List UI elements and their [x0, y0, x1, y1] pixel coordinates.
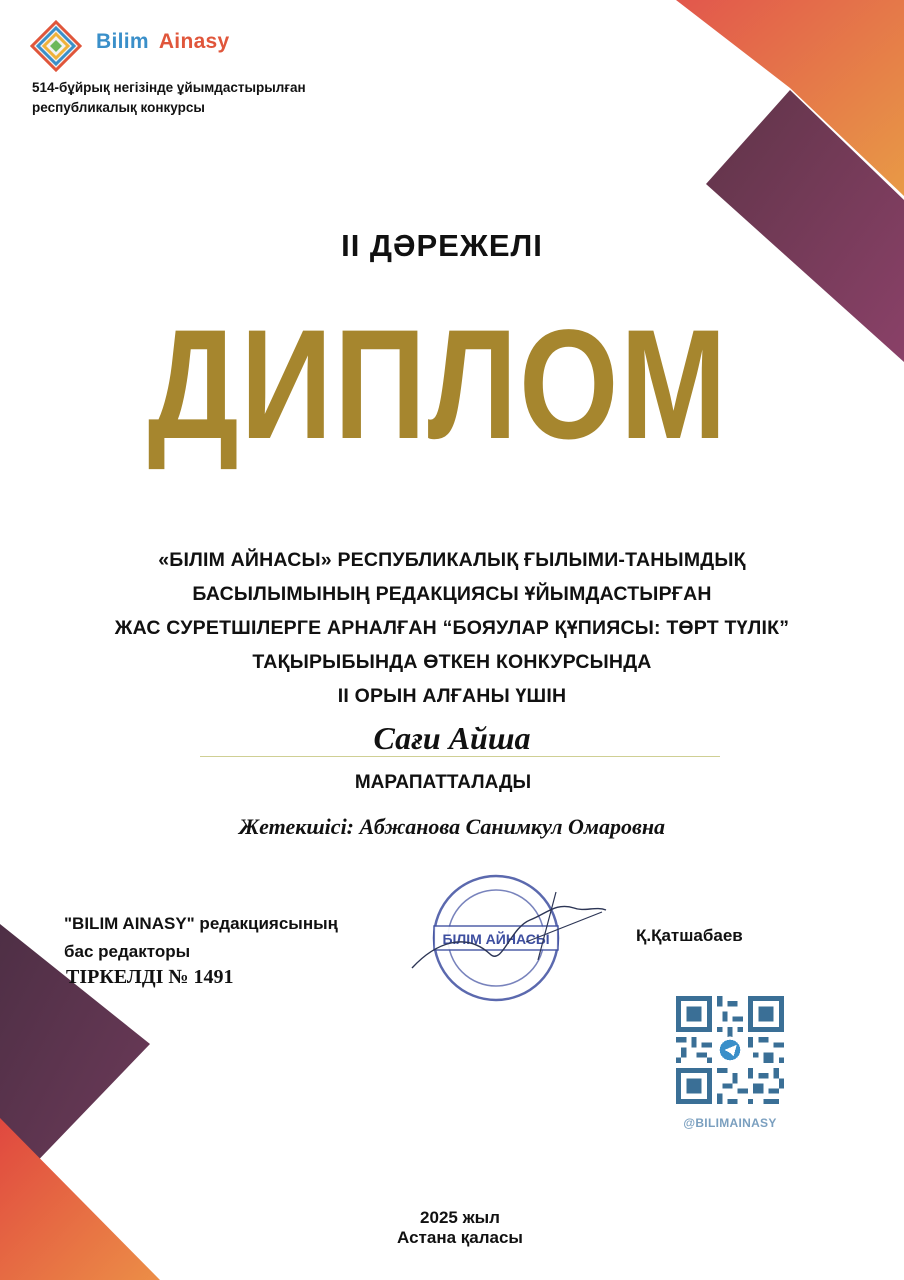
issue-city: Астана қаласы	[397, 1228, 523, 1247]
official-stamp	[406, 872, 618, 1004]
issue-year: 2025 жыл	[420, 1208, 500, 1227]
qr-code-icon	[676, 996, 784, 1104]
description-line: II ОРЫН АЛҒАНЫ ҮШІН	[337, 685, 567, 707]
award-description	[0, 543, 904, 713]
editor-title-line1: "BILIM AINASY" редакциясының	[64, 914, 338, 933]
description-line: ЖАС СУРЕТШІЛЕРГЕ АРНАЛҒАН “БОЯУЛАР ҚҰПИЯСЫ: ТӨРТ ТҮЛІК”	[114, 617, 790, 639]
order-text	[32, 78, 352, 118]
order-line2: республикалық конкурсы	[32, 100, 205, 115]
description-line: ТАҚЫРЫБЫНДА ӨТКЕН КОНКУРСЫНДА	[252, 651, 652, 673]
awarded-label: МАРАПАТТАЛАДЫ	[354, 772, 532, 793]
registration-number: ТІРКЕЛДІ № 1491	[66, 966, 234, 988]
bottom-left-orange-shape	[0, 1118, 160, 1280]
bilim-ainasy-logo-icon	[30, 20, 82, 72]
diploma-title: ДИПЛОМ	[147, 298, 729, 472]
qr-handle: @BILIMAINASY	[683, 1116, 777, 1130]
degree-title: II ДӘРЕЖЕЛІ	[341, 228, 543, 263]
description-line: БАСЫЛЫМЫНЫҢ РЕДАКЦИЯСЫ ҰЙЫМДАСТЫРҒАН	[192, 583, 712, 605]
signer-name: Қ.Қатшабаев	[636, 926, 743, 945]
brand-name	[96, 30, 230, 54]
description-line: «БІЛІМ АЙНАСЫ» РЕСПУБЛИКАЛЫҚ ҒЫЛЫМИ-ТАНЫМДЫҚ	[158, 549, 746, 571]
recipient-underline	[200, 756, 720, 757]
editor-title-line2: бас редакторы	[64, 942, 191, 961]
brand-part1: Bilim	[96, 30, 149, 53]
stamp-text: БІЛІМ АЙНАСЫ	[442, 931, 550, 947]
order-line1: 514-бұйрық негізінде ұйымдастырылған	[32, 80, 306, 95]
supervisor-name: Жетекшісі: Абжанова Санимкул Омаровна	[238, 814, 666, 839]
recipient-name: Сағи Айша	[373, 720, 531, 756]
brand-part2: Ainasy	[158, 30, 230, 53]
